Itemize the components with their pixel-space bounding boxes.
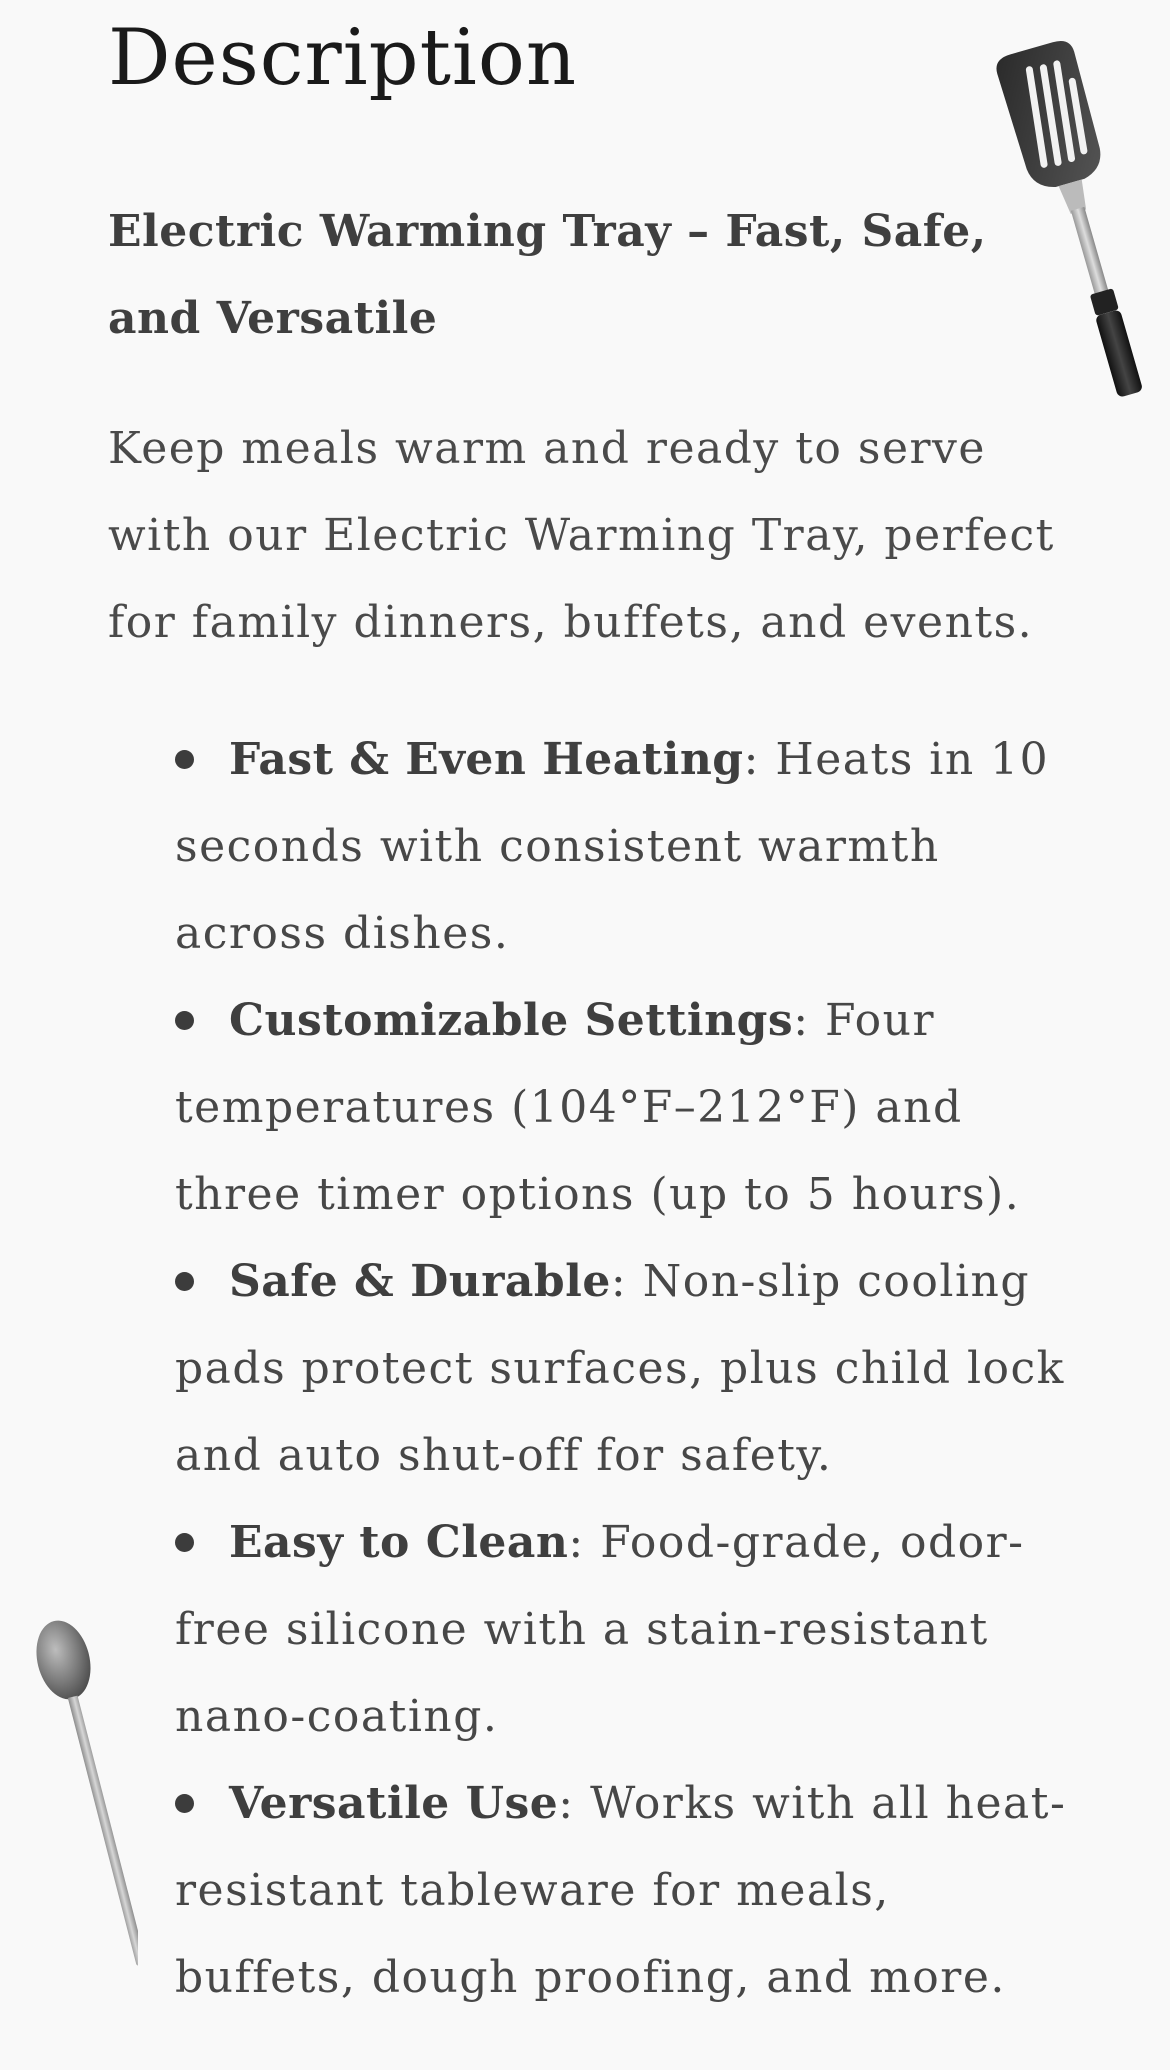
- feature-title: Easy to Clean: [229, 1517, 569, 1568]
- list-item: [175, 716, 1075, 977]
- list-item: [175, 1499, 1075, 1760]
- spoon-icon: [28, 1618, 138, 1988]
- feature-text: [175, 977, 1075, 1238]
- bullet-icon: [175, 1794, 194, 1813]
- feature-title: Fast & Even Heating: [229, 734, 744, 785]
- feature-detail: : Non-slip cooling pads protect surfaces, plus child lock and auto shut-off for safety.: [175, 1256, 1065, 1481]
- list-item: [175, 1238, 1075, 1499]
- feature-detail: : Heats in 10 seconds with consistent warmth across dishes.: [175, 734, 1050, 959]
- list-item: [175, 1760, 1075, 2021]
- feature-text: [175, 1499, 1075, 1760]
- page-title: Description: [108, 13, 578, 103]
- feature-title: Versatile Use: [229, 1778, 559, 1829]
- list-item: [175, 977, 1075, 1238]
- feature-text: [175, 1760, 1075, 2021]
- feature-detail: : Works with all heat-resistant tableware for meals, buffets, dough proofing, and more.: [175, 1778, 1067, 2003]
- feature-text: [175, 716, 1075, 977]
- bullet-icon: [175, 1533, 194, 1552]
- intro-paragraph: Keep meals warm and ready to serve with our Electric Warming Tray, perfect for family dinners, buffets, and events.: [108, 423, 1055, 648]
- product-subtitle: Electric Warming Tray – Fast, Safe, and Versatile: [108, 206, 987, 344]
- feature-title: Customizable Settings: [229, 995, 794, 1046]
- feature-detail: : Food-grade, odor-free silicone with a stain-resistant nano-coating.: [175, 1517, 1025, 1742]
- feature-list: [175, 716, 1075, 2021]
- bullet-icon: [175, 1272, 194, 1291]
- bullet-icon: [175, 750, 194, 769]
- bullet-icon: [175, 1011, 194, 1030]
- feature-title: Safe & Durable: [229, 1256, 611, 1307]
- feature-text: [175, 1238, 1075, 1499]
- feature-detail: : Four temperatures (104°F–212°F) and three timer options (up to 5 hours).: [175, 995, 1021, 1220]
